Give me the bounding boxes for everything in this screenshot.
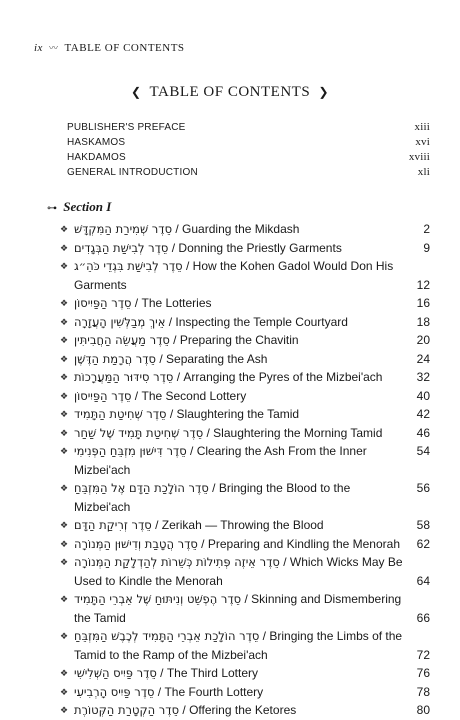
page-title: TABLE OF CONTENTS [149,84,311,100]
entry-page: 46 [416,425,430,440]
entry-english-title: The Fourth Lottery [164,684,264,699]
toc-entry[interactable] [60,627,430,664]
entry-hebrew-title: סֵדֶר מַעֲשֵׂה הַחֲבִיתִּין [74,333,170,347]
entry-english-title: Bringing the Blood to the Mizbei'ach [74,481,351,514]
toc-entry[interactable] [60,535,430,554]
bullet-icon: ❖ [60,483,69,493]
entry-page: 78 [416,684,430,699]
entry-separator: / [259,629,270,643]
entry-separator: / [156,351,167,366]
front-matter-title: GENERAL INTRODUCTION [67,167,198,178]
entry-hebrew-title: סֵדֶר פַּיִיס הַשְּׁלִישִׁי [74,666,157,680]
bullet-icon: ❖ [60,335,69,345]
folio: ix [34,41,43,54]
entry-text [74,405,412,424]
front-matter-item[interactable] [67,150,430,165]
entry-separator: / [241,592,252,606]
entry-english-title: Inspecting the Temple Courtyard [175,314,348,329]
front-matter-list [67,120,430,180]
bullet-icon: ❖ [60,298,69,308]
entry-page: 72 [416,647,430,662]
entry-separator: / [182,259,193,273]
entry-text [74,368,412,387]
entry-separator: / [179,703,190,717]
section-heading [47,199,111,215]
entry-separator: / [186,444,197,458]
bullet-icon: ❖ [60,427,69,438]
entry-separator: / [203,425,214,440]
entry-english-title: Slaughtering the Tamid [176,407,300,421]
entry-separator: / [131,388,142,403]
entry-separator: / [166,407,177,421]
bullet-icon: ❖ [60,224,69,234]
toc-entry[interactable] [60,590,430,627]
entry-text [74,701,412,720]
toc-entry[interactable] [60,424,430,443]
entry-page: 16 [416,296,430,310]
entry-hebrew-title: סֵדֶר שְׁחִיטַת תָּמִיד שֶׁל שַׁחַר [74,425,204,440]
entry-text [74,590,412,627]
running-head-title: TABLE OF CONTENTS [64,41,185,54]
entry-hebrew-title: סֵדֶר פַּיִיס הָרְבִיעִי [74,684,155,699]
entry-text [74,331,412,350]
bullet-icon: ❖ [60,686,69,697]
entry-text [74,257,412,294]
entry-page: 9 [423,240,430,255]
entry-hebrew-title: סֵדֶר לְבִישַׁת בִּגְדֵי כֹּהֵ״ג [74,259,183,273]
entry-english-title: The Lotteries [141,296,212,310]
entry-hebrew-title: סֵדֶר הַפַּיִיסוֹן [74,388,132,403]
front-matter-page: xvi [415,136,430,148]
toc-entry[interactable] [60,331,430,350]
front-matter-page: xiii [414,121,430,133]
entry-text [74,535,412,554]
entry-english-title: Arranging the Pyres of the Mizbei'ach [183,370,383,384]
entry-english-title: The Third Lottery [166,666,258,680]
entry-english-title: How the Kohen Gadol Would Don His Garments [74,259,394,292]
entry-page: 58 [416,518,430,532]
entry-english-title: Preparing and Kindling the Menorah [207,536,400,551]
entry-text [74,479,412,516]
bullet-icon: ❖ [60,668,69,678]
entry-text [74,664,412,683]
toc-entry[interactable] [60,701,430,720]
toc-entry[interactable] [60,313,430,332]
bullet-icon: ❖ [60,372,69,382]
section-title: Section I [63,199,112,214]
entry-hebrew-title: סֵדֶר דִּישׁוּן מִזְבֵּחַ הַפְּנִימִי [74,444,187,458]
bullet-icon: ❖ [60,631,69,641]
entry-page: 20 [416,333,430,347]
entry-hebrew-title: סֵדֶר הֲרָמַת הַדֶּשֶׁן [74,351,156,366]
entry-text [74,683,412,702]
entry-text [74,220,412,239]
entry-separator: / [197,536,208,551]
entry-separator: / [168,240,179,255]
page-title-block [0,84,460,101]
bullet-icon: ❖ [60,316,69,327]
entry-text [74,350,412,369]
toc-entry[interactable] [60,405,430,424]
toc-entry[interactable] [60,442,430,479]
entry-hebrew-title: סֵדֶר זְרִיקַת הַדָּם [74,518,152,532]
entry-english-title: Preparing the Chavitin [179,333,299,347]
front-matter-title: HAKDAMOS [67,152,126,163]
entry-hebrew-title: סֵדֶר הוֹלָכַת אֵבְרֵי הַתָּמִיד לְכֶבֶשׁ הַמִּזְבֵּחַ [74,629,260,643]
toc-entry[interactable] [60,220,430,239]
ornament-right-icon: ❯ [318,85,329,99]
entry-english-title: Clearing the Ash From the Inner Mizbei'ach [74,444,367,477]
entry-hebrew-title: סֵדֶר לְבִישַׁת הַבְּגָדִים [74,240,169,255]
entry-text [74,553,412,590]
entry-separator: / [208,481,219,495]
entry-english-title: Donning the Priestly Garments [178,240,342,255]
entry-hebrew-title: סֵדֶר אֵיזֶה פְּתִילוֹת כְּשֵׁרוֹת לְהַדְלָקַת הַמְּנוֹרָה [74,555,280,569]
front-matter-title: HASKAMOS [67,137,126,148]
entry-english-title: Guarding the Mikdash [182,222,300,236]
entry-page: 24 [416,351,430,366]
entry-page: 40 [416,388,430,403]
entry-hebrew-title: סֵדֶר סִידּוּר הַמַּעֲרָכוֹת [74,370,174,384]
entry-english-title: Slaughtering the Morning Tamid [213,425,383,440]
toc-entry[interactable] [60,239,430,258]
front-matter-title: PUBLISHER'S PREFACE [67,122,186,133]
entry-hebrew-title: סֵדֶר הֶפְשֵׁט וְנִיתּוּחַ שֶׁל אֵבְרֵי הַתָּמִיד [74,592,242,606]
front-matter-item[interactable] [67,120,430,135]
entry-page: 56 [416,481,430,495]
bullet-icon: ❖ [60,705,69,715]
entry-hebrew-title: סֵדֶר הֲטָבַת וְדִישׁוּן הַמְּנוֹרָה [74,536,198,551]
entry-text [74,294,412,313]
running-head [34,41,185,54]
bullet-icon: ❖ [60,594,69,604]
entry-page: 32 [416,370,430,384]
toc-entry[interactable] [60,294,430,313]
entry-page: 80 [416,703,430,717]
entry-separator: / [172,222,183,236]
bullet-icon: ❖ [60,557,69,567]
entry-separator: / [151,518,162,532]
ornament-icon: 〰 [48,43,59,53]
toc-entry[interactable] [60,516,430,535]
bullet-icon: ❖ [60,390,69,401]
entry-separator: / [131,296,142,310]
entry-hebrew-title: סֵדֶר שְׁחִיטַת הַתָּמִיד [74,407,167,421]
entry-text [74,387,412,406]
ornament-icon: ⊶ [47,203,57,214]
entry-hebrew-title: אֵיךְ מְבַלְּשִׁין הָעֲזָרָה [74,314,166,329]
entry-page: 76 [416,666,430,680]
entry-page: 2 [423,222,430,236]
entry-page: 18 [416,314,430,329]
entry-separator: / [173,370,184,384]
toc-entries [60,220,430,720]
entry-separator: / [169,333,180,347]
toc-entry[interactable] [60,387,430,406]
entry-separator: / [279,555,290,569]
ornament-left-icon: ❮ [131,85,142,99]
entry-hebrew-title: סֵדֶר שְׁמִירַת הַמִּקְדָּשׁ [74,222,173,236]
bullet-icon: ❖ [60,409,69,419]
entry-text [74,627,412,664]
entry-text [74,313,412,332]
entry-text [74,239,412,258]
entry-separator: / [154,684,165,699]
entry-english-title: Zerikah — Throwing the Blood [161,518,324,532]
entry-text [74,442,412,479]
entry-text [74,516,412,535]
entry-english-title: Skinning and Dismembering the Tamid [74,592,402,625]
entry-separator: / [156,666,167,680]
front-matter-page: xli [417,166,430,178]
bullet-icon: ❖ [60,353,69,364]
bullet-icon: ❖ [60,446,69,456]
entry-page: 54 [416,444,430,458]
entry-english-title: Offering the Ketores [189,703,297,717]
entry-english-title: Which Wicks May Be Used to Kindle the Menorah [74,555,403,588]
toc-entry[interactable] [60,479,430,516]
entry-separator: / [165,314,176,329]
bullet-icon: ❖ [60,261,69,271]
front-matter-item[interactable] [67,165,430,180]
entry-english-title: Bringing the Limbs of the Tamid to the Ramp of the Mizbei'ach [74,629,403,662]
entry-text [74,424,412,443]
bullet-icon: ❖ [60,538,69,549]
entry-hebrew-title: סֵדֶר הוֹלָכַת הַדָּם אֶל הַמִּזְבֵּחַ [74,481,209,495]
entry-hebrew-title: סֵדֶר הַפַּיִיסוֹן [74,296,132,310]
toc-entry[interactable] [60,664,430,683]
entry-page: 66 [416,610,430,625]
entry-hebrew-title: סֵדֶר הַקְטָרַת הַקְּטוֹרֶת [74,703,180,717]
front-matter-item[interactable] [67,135,430,150]
toc-entry[interactable] [60,368,430,387]
entry-page: 12 [416,277,430,292]
entry-page: 64 [416,573,430,588]
entry-english-title: Separating the Ash [166,351,268,366]
toc-entry[interactable] [60,683,430,702]
bullet-icon: ❖ [60,242,69,253]
toc-entry[interactable] [60,257,430,294]
bullet-icon: ❖ [60,520,69,530]
toc-entry[interactable] [60,350,430,369]
entry-page: 42 [416,407,430,421]
front-matter-page: xviii [408,151,430,163]
entry-page: 62 [416,536,430,551]
entry-english-title: The Second Lottery [141,388,247,403]
toc-entry[interactable] [60,553,430,590]
